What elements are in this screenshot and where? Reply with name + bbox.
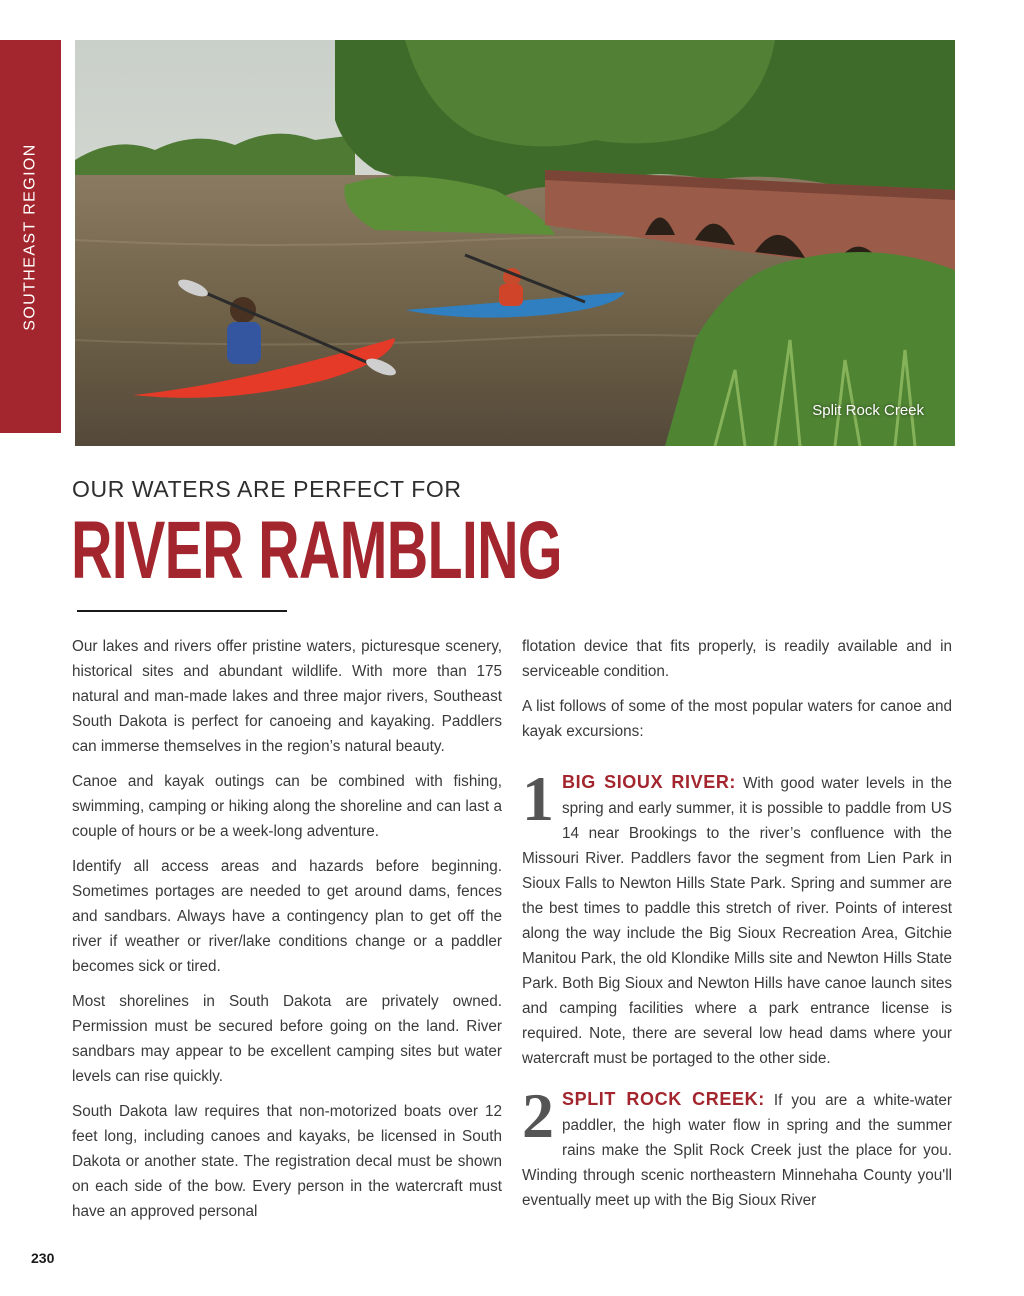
right-column [522, 634, 952, 1223]
entry-number: 1 [522, 763, 554, 834]
body-paragraph: flotation device that fits properly, is readily available and in serviceable condition. [522, 638, 952, 680]
page-number: 230 [31, 1250, 55, 1266]
waterway-entry [522, 763, 953, 1071]
kayakers-photo-illustration [75, 40, 955, 446]
entry-title: SPLIT ROCK CREEK: [562, 1089, 765, 1109]
photo-caption: Split Rock Creek [812, 402, 924, 419]
entry-text: With good water levels in the spring and early summer, it is possible to paddle from US 14 near Brookings to the river’s confluence with the Missouri River. Paddlers favor the segment from Lien Park in Sioux Falls to Newton Hills State Park. Spring and summer are the best times to paddle this stretch of river. Points of interest along the way include the Big Sioux Recreation Area, Gitchie Manitou Park, the old Klondike Mills site and Newton Hills State Park. Both Big Sioux and Newton Hills have canoe launch sites and camping facilities where a park entrance license is required. Note, there are several low head dams where your watercraft must be portaged to the other side. [522, 775, 953, 1067]
body-paragraph: Our lakes and rivers offer pristine waters, picturesque scenery, historical sites and abundant wildlife. With more than 175 natural and man-made lakes and three major rivers, Southeast South Dakota is perfect for canoeing and kayaking. Paddlers can immerse themselves in the region’s natural beauty. [72, 638, 502, 755]
region-side-tab [0, 40, 61, 433]
body-paragraph: Canoe and kayak outings can be combined with fishing, swimming, camping or hiking along the shoreline and can last a couple of hours or be a week-long adventure. [72, 773, 502, 840]
title-divider [77, 610, 287, 612]
body-paragraph: Identify all access areas and hazards before beginning. Sometimes portages are needed to get around dams, fences and sandbars. Always have a contingency plan to get off the river if weather or river/lake conditions change or a paddler becomes sick or tired. [72, 858, 502, 975]
entry-text: If you are a white-water paddler, the high water flow in spring and the summer rains make the Split Rock Creek just the place for you. Winding through scenic northeastern Minnehaha County you'll eventually meet up with the Big Sioux River [522, 1092, 952, 1209]
left-column [72, 634, 502, 1234]
kayakers-photo [75, 40, 955, 446]
body-paragraph: South Dakota law requires that non-motorized boats over 12 feet long, including canoes and kayaks, be licensed in South Dakota or another state. The registration decal must be shown on each side of the bow. Every person in the watercraft must have an approved personal [72, 1103, 502, 1220]
entry-title: BIG SIOUX RIVER: [562, 772, 737, 792]
entry-number: 2 [522, 1080, 554, 1151]
article-kicker: OUR WATERS ARE PERFECT FOR [72, 476, 462, 502]
region-label: SOUTHEAST REGION [21, 142, 39, 331]
article-title: RIVER RAMBLING [71, 505, 562, 596]
body-paragraph: Most shorelines in South Dakota are privately owned. Permission must be secured before going on the land. River sandbars may appear to be excellent camping sites but water levels can rise quickly. [72, 993, 502, 1085]
body-paragraph: A list follows of some of the most popular waters for canoe and kayak excursions: [522, 698, 952, 740]
waterway-entry [522, 1080, 952, 1213]
